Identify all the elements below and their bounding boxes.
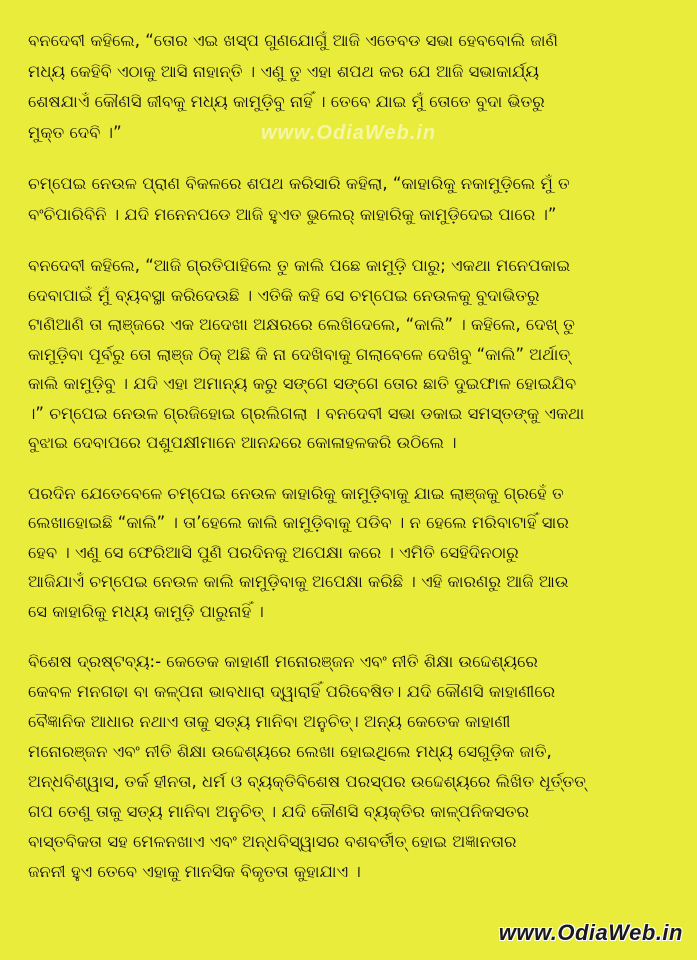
paragraph-4 [28,479,676,627]
text-line: ବୈଜ୍ଞାନିକ ଆଧାର ନଥାଏ ତାକୁ ସତ୍ୟ ମାନିବା ଅନୁଚିତ୍। ଅନ୍ୟ କେତେକ କାହାଣୀ [28,712,511,731]
text-line: ବୁଝାଇ ଦେବାପରେ ପଶୁପକ୍ଷୀମାନେ ଆନନ୍ଦରେ କୋଳାହଳକରି ଉଠିଲେ । [28,433,457,452]
text-line: ଟାଣିଆଣି ତା ଲାଞ୍ଜରେ ଏକ ଅଦେଖା ଅକ୍ଷରରେ ଲେଖିଦେଲେ, “କାଲି” । କହିଲେ, ଦେଖ୍ ତୁ [28,315,575,334]
text-line: କାମୁଡ଼ିବା ପୂର୍ବରୁ ତୋ ଲାଞ୍ଜ ଠିକ୍ ଅଛି କି ନା ଦେଖିବାକୁ ଗଲାବେଳେ ଦେଖିବୁ “କାଲି” ଅର୍ଥାତ୍ [28,344,571,364]
paragraph-2 [28,169,676,230]
text-line: ମୁକ୍ତ ଦେବି ।” [28,122,122,142]
text-line: ବଂଚିପାରିବିନି । ଯଦି ମନେନପଡେ ଆଜି ହୁଏତ ଭୁଲେର୍ କାହାରିକୁ କାମୁଡ଼ିଦେଇ ପାରେ ।” [28,204,557,224]
text-line: ଗପ ତେଣୁ ତାକୁ ସତ୍ୟ ମାନିବା ଅନୁଚିତ୍ । ଯଦି କୌଣସି ବ୍ୟକ୍ତିର କାଳ୍ପନିକସତର [28,802,530,821]
text-line: କେବଳ ମନଗଢା ବା କଳ୍ପନା ଭାବଧାରା ଦ୍ୱାରାହିଁ ପରିବେଷିତ। ଯଦି କୌଣସି କାହାଣୀରେ [28,682,556,701]
text-line: ଦେବାପାଇଁ ମୁଁ ବ୍ୟବସ୍ଥା କରିଦେଉଛି । ଏତିକି କହି ସେ ଚମ୍ପେଇ ନେଉଳକୁ ବୁଦାଭିତରୁ [28,285,540,305]
text-line: ବିଶେଷ ଦ୍ରଷ୍ଟବ୍ୟ:- କେତେକ କାହାଣୀ ମନୋରଞ୍ଜନ ଏବଂ ନୀତି ଶିକ୍ଷା ଉଦ୍ଦେଶ୍ୟରେ [28,652,538,671]
text-line: କାଲି କାମୁଡ଼ିବୁ । ଯଦି ଏହା ଅମାନ୍ୟ କରୁ ସଙ୍ଗେ ସଙ୍ଗେ ତୋର ଛାତି ଦୁଇଫାଳ ହୋଇଯିବ [28,374,577,393]
text-line: ପରଦିନ ଯେତେବେଳେ ଚମ୍ପେଇ ନେଉଳ କାହାରିକୁ କାମୁଡ଼ିବାକୁ ଯାଇ ଲାଞ୍ଜକୁ ଗ୍ରହେଁ ତ [28,483,564,503]
paragraph-1 [28,26,676,148]
text-line: ହେବ । ଏଣୁ ସେ ଫେରିଆସି ପୁଣି ପରଦିନକୁ ଅପେକ୍ଷା କରେ । ଏମିତି ସେହିଦିନଠାରୁ [28,542,519,562]
paragraph-note [28,647,676,887]
text-line: ସେ କାହାରିକୁ ମଧ୍ୟ କାମୁଡ଼ି ପାରୁନାହିଁ । [28,601,264,621]
text-line: ଶେଷଯାଏଁ କୌଣସି ଜୀବକୁ ମଧ୍ୟ କାମୁଡ଼ିବୁ ନାହିଁ । ତେବେ ଯାଇ ମୁଁ ତୋତେ ବୁଦା ଭିତରୁ [28,92,545,111]
text-line: ଚମ୍ପେଇ ନେଉଳ ପ୍ରାଣ ବିକଳରେ ଶପଥ କରିସାରି କହିଲା, “କାହାରିକୁ ନକାମୁଡ଼ିଲେ ମୁଁ ତ [28,174,570,193]
text-line: ଜନନୀ ହୁଏ ତେବେ ଏହାକୁ ମାନସିକ ବିକୃତତା କୁହାଯାଏ । [28,862,361,881]
text-line: ବନଦେବୀ କହିଲେ, “ତୋର ଏଇ ଖସ୍ପ ଗୁଣଯୋଗୁଁ ଆଜି ଏତେବଡ ସଭା ହେବବୋଲି ଜାଣି [28,31,559,50]
text-line: ମଧ୍ୟ କେହିବି ଏଠାକୁ ଆସି ନାହାନ୍ତି । ଏଣୁ ତୁ ଏହା ଶପଥ କର ଯେ ଆଜି ସଭାକାର୍ଯ୍ୟ [28,61,539,81]
text-line: ବାସ୍ତବିକତା ସହ ମେଳନଖାଏ ଏବଂ ଅନ୍ଧବିସ୍ୱାସର ବଶବର୍ତୀତ୍ ହୋଇ ଅଜ୍ଞାନତାର [28,832,517,851]
watermark-bottom: www.OdiaWeb.in [498,920,683,945]
paragraph-3 [28,251,676,458]
text-line: ବନଦେବୀ କହିଲେ, “ଆଜି ଗ୍ରତିପାହିଲେ ତୁ କାଲି ପଛେ କାମୁଡ଼ି ପାରୁ; ଏକଥା ମନେପକାଇ [28,256,571,275]
text-line: ମନୋରଞ୍ଜନ ଏବଂ ନୀତି ଶିକ୍ଷା ଉଦ୍ଦେଶ୍ୟରେ ଲେଖା ହୋଇଥିଲେ ମଧ୍ୟ ସେଗୁଡ଼ିକ ଜାତି, [28,742,552,761]
text-line: ଅନ୍ଧବିଶ୍ୱାସ, ତର୍କ ହୀନତା, ଧର୍ମ ଓ ବ୍ୟକ୍ତିବିଶେଷ ପରସ୍ପର ଉଦ୍ଦେଶ୍ୟରେ ଲିଖିତ ଧୂର୍ତ୍ତତ୍ [28,772,586,791]
watermark-top: www.OdiaWeb.in [260,122,437,144]
text-line: ଆଜିଯାଏଁ ଚମ୍ପେଇ ନେଉଳ କାଲି କାମୁଡ଼ିବାକୁ ଅପେକ୍ଷା କରିଛି । ଏହି କାରଣରୁ ଆଜି ଆଉ [28,572,569,591]
text-line: ଲେଖାହୋଇଛି “କାଲି” । ତା’ହେଲେ କାଲି କାମୁଡ଼ିବାକୁ ପଡିବ । ନ ହେଲେ ମରିବାଟାହିଁ ସାର [28,513,569,532]
text-line: ।” ଚମ୍ପେଇ ନେଉଳ ଗ୍ରଜିହୋଇ ଗ୍ରଲିଗଲା । ବନଦେବୀ ସଭା ଡକାଇ ସମସ୍ତଙ୍କୁ ଏକଥା [28,403,585,423]
story-text [28,26,676,908]
